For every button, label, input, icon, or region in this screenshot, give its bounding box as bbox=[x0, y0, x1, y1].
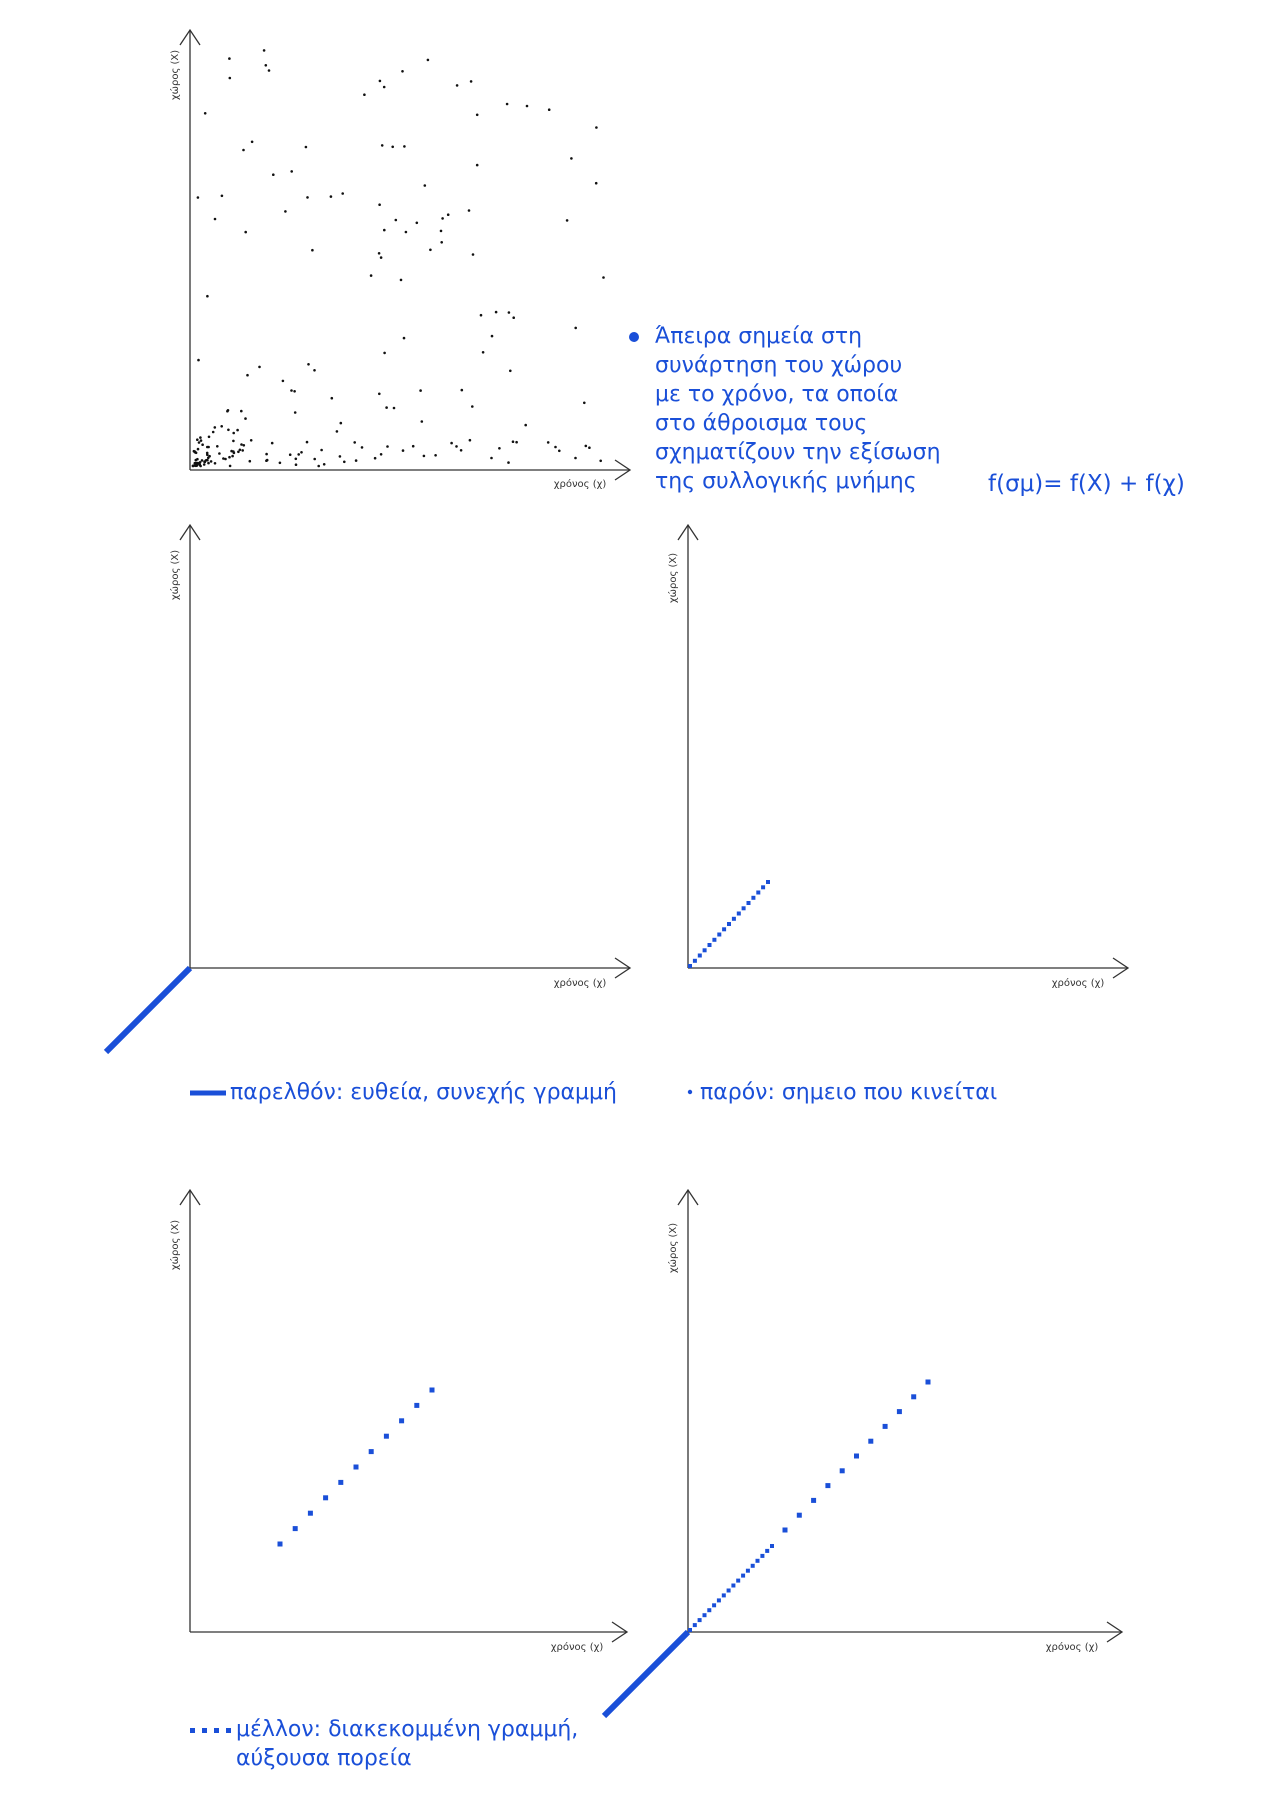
scatter-point bbox=[498, 447, 501, 450]
scatter-point bbox=[583, 402, 586, 405]
future-dash bbox=[338, 1480, 343, 1485]
scatter-point bbox=[512, 440, 515, 443]
x-axis-label: χρόνος (χ) bbox=[1045, 1642, 1099, 1653]
scatter-point bbox=[595, 182, 598, 185]
scatter-point bbox=[231, 455, 234, 458]
combined-dash bbox=[797, 1513, 802, 1518]
scatter-point bbox=[405, 231, 408, 234]
scatter-point bbox=[361, 446, 364, 449]
scatter-point bbox=[305, 146, 308, 149]
scatter-point bbox=[317, 465, 320, 468]
x-axis-label: χρόνος (χ) bbox=[1051, 978, 1105, 989]
scatter-point bbox=[244, 417, 247, 420]
scatter-point bbox=[588, 446, 591, 449]
combined-dot bbox=[712, 1603, 716, 1607]
combined-dash bbox=[811, 1498, 816, 1503]
combined-dash bbox=[897, 1409, 902, 1414]
combined-dot bbox=[717, 1598, 721, 1602]
scatter-point bbox=[461, 389, 464, 392]
present-dot bbox=[747, 901, 751, 905]
scatter-point bbox=[482, 351, 485, 354]
description-line: της συλλογικής μνήμης bbox=[655, 469, 917, 494]
scatter-point bbox=[566, 219, 569, 222]
scatter-point bbox=[526, 105, 529, 108]
combined-dot bbox=[698, 1618, 702, 1622]
scatter-point bbox=[229, 465, 232, 468]
scatter-point bbox=[268, 69, 271, 72]
present-dot bbox=[693, 959, 697, 963]
scatter-point bbox=[206, 446, 209, 449]
scatter-point bbox=[197, 359, 200, 362]
combined-dot bbox=[736, 1579, 740, 1583]
scatter-point bbox=[208, 436, 211, 439]
scatter-point bbox=[232, 432, 235, 435]
present-dot bbox=[737, 912, 741, 916]
scatter-point bbox=[244, 231, 247, 234]
scatter-point bbox=[251, 141, 254, 144]
scatter-point bbox=[558, 450, 561, 453]
present-dot bbox=[708, 943, 712, 947]
scatter-point bbox=[507, 461, 510, 464]
scatter-point bbox=[343, 461, 346, 464]
scatter-point bbox=[460, 449, 463, 452]
scatter-point bbox=[401, 70, 404, 73]
scatter-point bbox=[456, 84, 459, 87]
scatter-point bbox=[306, 441, 309, 444]
scatter-point bbox=[201, 459, 204, 462]
present-legend-swatch bbox=[688, 1090, 692, 1094]
combined-dot bbox=[722, 1593, 726, 1597]
scatter-point bbox=[210, 460, 213, 463]
scatter-point bbox=[214, 218, 217, 221]
present-dot bbox=[751, 896, 755, 900]
combined-past-line bbox=[604, 1632, 688, 1716]
scatter-point bbox=[476, 114, 479, 117]
scatter-point bbox=[450, 442, 453, 445]
scatter-point bbox=[212, 431, 215, 434]
combined-dot bbox=[703, 1613, 707, 1617]
scatter-point bbox=[237, 451, 240, 454]
scatter-point bbox=[363, 93, 366, 96]
description-line: με το χρόνο, τα οποία bbox=[655, 382, 899, 407]
present-dot bbox=[761, 885, 765, 889]
combined-dot bbox=[693, 1623, 697, 1627]
panel-combined bbox=[604, 1190, 1122, 1716]
scatter-point bbox=[378, 203, 381, 206]
combined-dot bbox=[765, 1549, 769, 1553]
scatter-point bbox=[300, 451, 303, 454]
scatter-point bbox=[434, 454, 437, 457]
scatter-point bbox=[490, 457, 493, 460]
scatter-point bbox=[290, 170, 293, 173]
combined-dash bbox=[883, 1424, 888, 1429]
scatter-point bbox=[307, 363, 310, 366]
description-line: συνάρτηση του χώρου bbox=[655, 353, 903, 378]
scatter-point bbox=[341, 192, 344, 195]
y-axis-label: χώρος (Χ) bbox=[170, 1219, 181, 1271]
scatter-point bbox=[512, 316, 515, 319]
x-axis-label: χρόνος (χ) bbox=[553, 978, 607, 989]
combined-present-dots bbox=[688, 1544, 774, 1632]
scatter-point bbox=[197, 448, 200, 451]
scatter-point bbox=[263, 49, 266, 52]
future-legend-swatch bbox=[190, 1728, 231, 1733]
y-axis-label: χώρος (Χ) bbox=[170, 49, 181, 101]
scatter-point bbox=[204, 461, 207, 464]
combined-dot bbox=[760, 1554, 764, 1558]
scatter-point bbox=[570, 157, 573, 160]
description-line: στο άθροισμα τους bbox=[655, 411, 868, 436]
present-dot bbox=[712, 938, 716, 942]
future-dashed-line bbox=[278, 1388, 435, 1547]
scatter-point bbox=[220, 425, 223, 428]
future-legend-line-1: μέλλον: διακεκομμένη γραμμή, bbox=[236, 1717, 579, 1742]
future-dash bbox=[369, 1449, 374, 1454]
present-dot bbox=[722, 927, 726, 931]
scatter-point bbox=[395, 219, 398, 222]
scatter-point bbox=[313, 369, 316, 372]
combined-dot bbox=[746, 1569, 750, 1573]
scatter-point bbox=[228, 456, 231, 459]
scatter-point bbox=[295, 458, 298, 461]
scatter-point bbox=[469, 439, 472, 442]
scatter-point bbox=[429, 249, 432, 252]
future-dash bbox=[384, 1434, 389, 1439]
scatter-point bbox=[228, 57, 231, 60]
scatter-point bbox=[207, 462, 210, 465]
scatter-point bbox=[508, 311, 511, 314]
scatter-point bbox=[548, 108, 551, 111]
y-axis-label: χώρος (Χ) bbox=[668, 1222, 679, 1274]
scatter-point bbox=[585, 445, 588, 448]
scatter-point bbox=[201, 443, 204, 446]
scatter-point bbox=[226, 410, 229, 413]
scatter-point bbox=[284, 210, 287, 213]
description-line: Άπειρα σημεία στη bbox=[655, 324, 863, 349]
combined-dash bbox=[911, 1394, 916, 1399]
scatter-point bbox=[374, 457, 377, 460]
scatter-point bbox=[427, 59, 430, 62]
present-dot bbox=[727, 922, 731, 926]
scatter-point bbox=[208, 455, 211, 458]
past-legend-text: παρελθόν: ευθεία, συνεχής γραμμή bbox=[230, 1080, 617, 1105]
scatter-point bbox=[423, 455, 426, 458]
scatter-point bbox=[455, 445, 458, 448]
scatter-point bbox=[297, 453, 300, 456]
y-axis-label: χώρος (Χ) bbox=[668, 552, 679, 604]
scatter-point bbox=[416, 222, 419, 225]
past-solid-line bbox=[106, 968, 190, 1052]
present-dot bbox=[698, 954, 702, 958]
scatter-point bbox=[353, 441, 356, 444]
panel-future bbox=[169, 1190, 627, 1653]
scatter-point bbox=[194, 450, 197, 453]
scatter-point bbox=[440, 230, 443, 233]
combined-dot bbox=[770, 1544, 774, 1548]
scatter-point bbox=[330, 195, 333, 198]
scatter-point bbox=[447, 213, 450, 216]
scatter-point bbox=[218, 452, 221, 455]
scatter-point bbox=[336, 430, 339, 433]
scatter-point bbox=[192, 465, 195, 468]
scatter-points bbox=[192, 49, 605, 467]
scatter-point bbox=[602, 276, 605, 279]
future-dash bbox=[293, 1526, 298, 1531]
scatter-point bbox=[402, 449, 405, 452]
scatter-point bbox=[221, 195, 224, 198]
scatter-point bbox=[421, 420, 424, 423]
scatter-point bbox=[249, 460, 252, 463]
scatter-point bbox=[265, 453, 268, 456]
scatter-point bbox=[391, 146, 394, 149]
combined-dash bbox=[783, 1528, 788, 1533]
future-dash bbox=[414, 1403, 419, 1408]
scatter-point bbox=[258, 366, 261, 369]
scatter-point bbox=[340, 422, 343, 425]
scatter-point bbox=[509, 370, 512, 373]
scatter-point bbox=[241, 449, 244, 452]
scatter-point bbox=[199, 436, 202, 439]
scatter-point bbox=[214, 426, 217, 429]
scatter-point bbox=[547, 441, 550, 444]
scatter-point bbox=[295, 463, 298, 466]
scatter-point bbox=[272, 173, 275, 176]
combined-future-dashes bbox=[783, 1380, 931, 1533]
scatter-point bbox=[200, 439, 203, 442]
combined-dash bbox=[840, 1468, 845, 1473]
scatter-point bbox=[470, 80, 473, 83]
scatter-point bbox=[271, 442, 274, 445]
combined-dot bbox=[707, 1608, 711, 1612]
scatter-point bbox=[206, 295, 209, 298]
scatter-point bbox=[233, 452, 236, 455]
scatter-point bbox=[441, 217, 444, 220]
scatter-point bbox=[476, 164, 479, 167]
scatter-point bbox=[468, 209, 471, 212]
scatter-point bbox=[506, 103, 509, 106]
scatter-point bbox=[595, 126, 598, 129]
scatter-point bbox=[216, 445, 219, 448]
combined-dot bbox=[688, 1628, 692, 1632]
scatter-point bbox=[313, 458, 316, 461]
scatter-point bbox=[380, 256, 383, 259]
scatter-point bbox=[599, 460, 602, 463]
scatter-point bbox=[554, 446, 557, 449]
scatter-point bbox=[265, 459, 268, 462]
scatter-point bbox=[250, 439, 253, 442]
combined-dot bbox=[751, 1564, 755, 1568]
combined-dash bbox=[854, 1454, 859, 1459]
scatter-point bbox=[379, 80, 382, 83]
scatter-point bbox=[378, 252, 381, 255]
scatter-point bbox=[574, 457, 577, 460]
future-legend-line-2: αύξουσα πορεία bbox=[236, 1746, 412, 1771]
description-line: σχηματίζουν την εξίσωση bbox=[655, 440, 941, 465]
scatter-point bbox=[289, 453, 292, 456]
combined-dash bbox=[825, 1483, 830, 1488]
scatter-point bbox=[403, 145, 406, 148]
combined-dot bbox=[731, 1584, 735, 1588]
combined-dash bbox=[926, 1380, 931, 1385]
scatter-point bbox=[400, 279, 403, 282]
scatter-point bbox=[242, 149, 245, 152]
scatter-point bbox=[355, 459, 358, 462]
formula: f(σμ)= f(Χ) + f(χ) bbox=[988, 471, 1185, 497]
scatter-point bbox=[380, 453, 383, 456]
scatter-point bbox=[472, 253, 475, 256]
future-dash bbox=[430, 1388, 435, 1393]
scatter-point bbox=[236, 429, 239, 432]
scatter-point bbox=[311, 249, 314, 252]
scatter-point bbox=[383, 352, 386, 355]
future-dash bbox=[308, 1511, 313, 1516]
future-dash bbox=[354, 1465, 359, 1470]
y-axis-label: χώρος (Χ) bbox=[170, 549, 181, 601]
scatter-point bbox=[282, 380, 285, 383]
scatter-point bbox=[265, 64, 268, 67]
present-dot bbox=[717, 933, 721, 937]
present-legend-text: παρόν: σημειο που κινείται bbox=[700, 1080, 998, 1105]
present-dot bbox=[742, 906, 746, 910]
scatter-point bbox=[383, 86, 386, 89]
scatter-point bbox=[471, 405, 474, 408]
combined-dot bbox=[741, 1574, 745, 1578]
scatter-point bbox=[206, 453, 209, 456]
future-dash bbox=[399, 1418, 404, 1423]
scatter-point bbox=[424, 184, 427, 187]
present-dot bbox=[756, 891, 760, 895]
scatter-point bbox=[214, 462, 217, 465]
combined-dot bbox=[756, 1559, 760, 1563]
combined-dot bbox=[727, 1589, 731, 1593]
scatter-point bbox=[574, 327, 577, 330]
scatter-point bbox=[196, 458, 199, 461]
scatter-point bbox=[227, 429, 230, 432]
future-dash bbox=[323, 1495, 328, 1500]
scatter-point bbox=[240, 410, 243, 413]
scatter-point bbox=[370, 274, 373, 277]
present-dot bbox=[703, 948, 707, 952]
scatter-point bbox=[195, 464, 198, 467]
scatter-point bbox=[279, 462, 282, 465]
scatter-point bbox=[196, 438, 199, 441]
scatter-point bbox=[206, 459, 209, 462]
scatter-point bbox=[403, 337, 406, 340]
scatter-point bbox=[385, 406, 388, 409]
scatter-point bbox=[383, 229, 386, 232]
scatter-point bbox=[290, 389, 293, 392]
scatter-point bbox=[232, 440, 235, 443]
scatter-point bbox=[386, 445, 389, 448]
scatter-point bbox=[323, 463, 326, 466]
scatter-point bbox=[495, 311, 498, 314]
points-description bbox=[655, 322, 941, 496]
present-dot bbox=[688, 964, 692, 968]
scatter-point bbox=[378, 393, 381, 396]
scatter-point bbox=[419, 389, 422, 392]
scatter-point bbox=[480, 314, 483, 317]
scatter-point bbox=[243, 444, 246, 447]
scatter-point bbox=[224, 458, 227, 461]
scatter-point bbox=[339, 455, 342, 458]
panel-past bbox=[106, 525, 630, 1052]
present-dot bbox=[732, 917, 736, 921]
combined-dash bbox=[868, 1439, 873, 1444]
scatter-point bbox=[393, 407, 396, 410]
scatter-point bbox=[197, 196, 200, 199]
scatter-point bbox=[198, 441, 201, 444]
panel-scatter bbox=[169, 30, 630, 490]
scatter-point bbox=[294, 411, 297, 414]
scatter-point bbox=[204, 112, 207, 115]
scatter-point bbox=[331, 397, 334, 400]
scatter-point bbox=[199, 465, 202, 468]
scatter-point bbox=[293, 390, 296, 393]
scatter-point bbox=[203, 463, 206, 466]
scatter-point bbox=[524, 424, 527, 427]
scatter-point bbox=[229, 77, 232, 80]
scatter-point bbox=[246, 374, 249, 377]
scatter-point bbox=[515, 441, 518, 444]
scatter-point bbox=[440, 241, 443, 244]
scatter-point bbox=[412, 445, 415, 448]
future-dash bbox=[278, 1542, 283, 1547]
bullet-icon bbox=[629, 332, 639, 342]
present-dotted-line bbox=[688, 880, 770, 968]
scatter-point bbox=[381, 144, 384, 147]
present-dot bbox=[766, 880, 770, 884]
scatter-point bbox=[491, 335, 494, 338]
scatter-point bbox=[240, 443, 243, 446]
scatter-point bbox=[320, 449, 323, 452]
x-axis-label: χρόνος (χ) bbox=[553, 479, 607, 490]
scatter-point bbox=[306, 196, 309, 199]
panel-present bbox=[667, 525, 1128, 989]
x-axis-label: χρόνος (χ) bbox=[550, 1642, 604, 1653]
